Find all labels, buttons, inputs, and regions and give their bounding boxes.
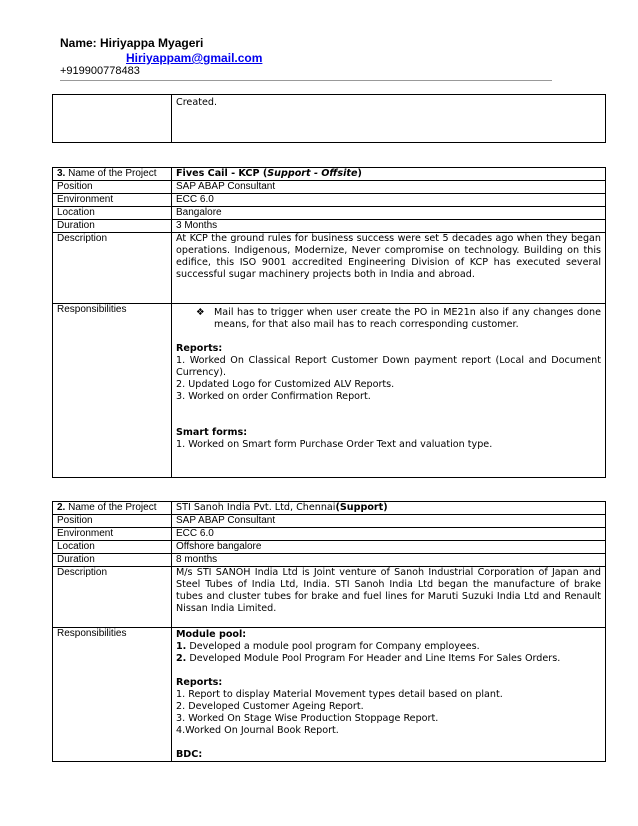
project-3-table (52, 167, 606, 478)
report-item: 3. Worked on order Confirmation Report. (176, 391, 371, 402)
report-item: 3. Worked On Stage Wise Production Stoppage Report. (176, 713, 439, 724)
responsibility-bullet: ❖ Mail has to trigger when user create the PO in ME21n also if any changes done means, for that also mail has to reach corresponding customer. (196, 307, 601, 330)
smartforms-heading: Smart forms: (176, 427, 248, 438)
location-label: Location (53, 207, 172, 220)
position-label: Position (53, 181, 172, 194)
modulepool-item: 2. Developed Module Pool Program For Header and Line Items For Sales Orders. (176, 653, 561, 664)
duration-label: Duration (53, 554, 172, 567)
candidate-name: Name: Hiriyappa Myageri (60, 36, 204, 50)
position-value: SAP ABAP Consultant (172, 181, 606, 194)
location-value: Bangalore (172, 207, 606, 220)
previous-project-table-tail (52, 94, 606, 143)
candidate-email-link[interactable]: Hiriyappam@gmail.com (126, 51, 263, 65)
environment-label: Environment (53, 528, 172, 541)
project-name-label: 3. Name of the Project (53, 168, 172, 181)
report-item: 4.Worked On Journal Book Report. (176, 725, 339, 736)
empty-label-cell (53, 95, 172, 143)
duration-label: Duration (53, 220, 172, 233)
report-item: 1. Worked On Classical Report Customer Down payment report (Local and Document Currency). (176, 355, 601, 378)
project-name-value: Fives Cail - KCP (Support - Offsite) (172, 168, 606, 181)
responsibilities-label: Responsibilities (53, 628, 172, 762)
project-name-label: 2. Name of the Project (53, 502, 172, 515)
bdc-heading: BDC: (176, 749, 203, 760)
modulepool-heading: Module pool: (176, 629, 247, 640)
duration-value: 3 Months (172, 220, 606, 233)
description-label: Description (53, 233, 172, 304)
project-name-value: STI Sanoh India Pvt. Ltd, Chennai(Support) (172, 502, 606, 515)
report-item: 1. Report to display Material Movement types detail based on plant. (176, 689, 503, 700)
environment-value: ECC 6.0 (172, 528, 606, 541)
responsibilities-label: Responsibilities (53, 304, 172, 478)
resume-header (60, 36, 552, 81)
position-label: Position (53, 515, 172, 528)
modulepool-item: 1. Developed a module pool program for Company employees. (176, 641, 480, 652)
smartform-item: 1. Worked on Smart form Purchase Order Text and valuation type. (176, 439, 493, 450)
candidate-phone: +919900778483 (60, 65, 552, 81)
report-item: 2. Updated Logo for Customized ALV Reports. (176, 379, 395, 390)
project-2-table (52, 501, 606, 762)
position-value: SAP ABAP Consultant (172, 515, 606, 528)
environment-label: Environment (53, 194, 172, 207)
location-label: Location (53, 541, 172, 554)
diamond-bullet-icon: ❖ (196, 307, 205, 318)
reports-heading: Reports: (176, 677, 223, 688)
responsibilities-value (172, 304, 606, 478)
environment-value: ECC 6.0 (172, 194, 606, 207)
description-value: M/s STI SANOH India Ltd is Joint venture of Sanoh Industrial Corporation of Japan and Steel Tubes of India Ltd, India. STI Sanoh India Ltd began the manufacture of brake tubes and cluster tubes for brake and fuel lines for Maruti Suzuki India Ltd and Renault Nissan India Limited. (172, 567, 606, 628)
responsibilities-value (172, 628, 606, 762)
created-cell: Created. (172, 95, 606, 143)
description-value: At KCP the ground rules for business success were set 5 decades ago when they began operations. Indigenous, Modernize, Never compromise on technology. Building on this edifice, this ISO 9001 accredited Engineering Division of KCP has executed several successful sugar machinery projects both in India and abroad. (172, 233, 606, 304)
reports-heading: Reports: (176, 343, 223, 354)
duration-value: 8 months (172, 554, 606, 567)
description-label: Description (53, 567, 172, 628)
location-value: Offshore bangalore (172, 541, 606, 554)
report-item: 2. Developed Customer Ageing Report. (176, 701, 364, 712)
